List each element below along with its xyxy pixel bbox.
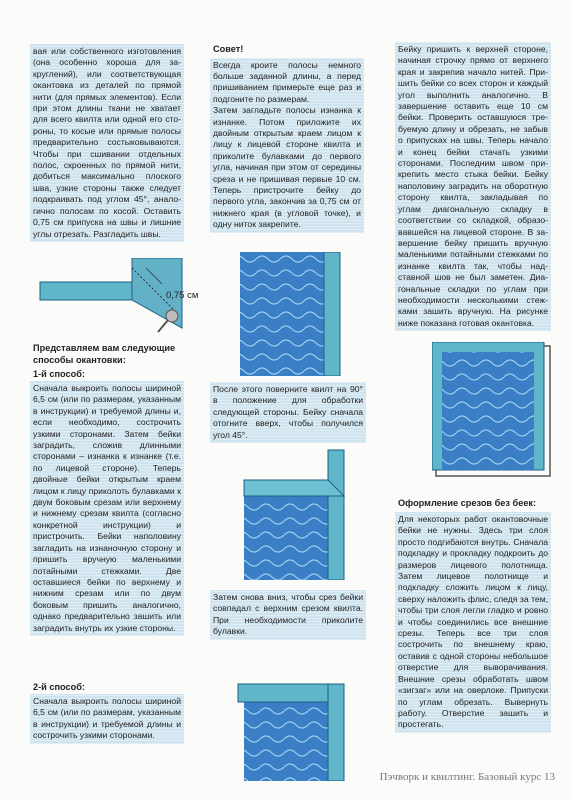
instruction-box-4 <box>395 42 551 331</box>
method2-box <box>30 694 184 744</box>
heading2-box <box>395 496 551 512</box>
instruction-text-3: Затем снова вниз, чтобы срез бейки совпадал с верхним срезом квилта. При необходимости приколите булавки. <box>213 592 363 637</box>
page-footer: Пэчворк и квилтинг. Базовый курс 13 <box>379 771 555 783</box>
instruction-box-3 <box>210 590 366 640</box>
seam-allowance-label: 0,75 см <box>166 290 199 301</box>
method1-text: Сначала выкроить полосы шириной 6,5 см (или по размерам, указанным в инструкции) и требуемой длины и, если необходимо, сострочить узкими сторонами. Затем бейки заградить, сложив длинными сторонами – изнанка к изнанке (т.е. по лицевой стороне). Теперь двойные бейки открытым краем лицом к лицу приколоть булавками к двум боковым срезам или верхнему и нижнему срезам квилта (согласно конкретной инструкции) и пристрочить. Бейки наполовину загладить на изнаночную сторону и пришить вручную маленькими потайными стежками. Две оставшиеся бейки по верхнему и нижним срезам или по двум боковым пришить аналогично, однако предварительно зашить или заградить внутрь их узкие стороны. <box>33 383 181 633</box>
quilt-step1-diagram <box>232 252 357 376</box>
quilt-top <box>244 496 340 580</box>
instruction-text-4: Бейку пришить к верхней стороне, начиная строчку прямо от верхнего края и закрепив начало нитей. Пришить бейки со всех сторон и каждый угол выполнить аналогично. В завершение оставить еще 10 см бейки. Проверить оставшуюся требуемую длину и обрезать, не забыв о припусках на швы. Теперь начало и конец бейки стачать узкими сторонами. Последним швом прикрепить место стыка бейки. Бейку наполовину заградить на оборотную сторону квилта, закладывая по углам диагональную складку в соответствии со складкой, образовавшейся на лицевой стороне. В завершение бейку пришить вручную маленькими потайными стежками по изнанке квилта так, чтобы надставной шов не был заметен. Диагональные складки по углам при необходимости несколькими стежками зашить вручную. На рисунке ниже показана готовая окантовка. <box>398 44 548 328</box>
binding-strip <box>324 252 340 376</box>
instruction-text-2: После этого поверните квилт на 90° в положение для обработки следующей стороны. Бейку сначала отогните вверх, чтобы получился угол 45°. <box>213 384 363 440</box>
quilt-step3-diagram <box>236 676 361 781</box>
advice-title: Совет! <box>213 44 244 54</box>
method1-box <box>30 381 184 636</box>
pin-icon <box>158 320 168 332</box>
advice-box <box>210 42 364 233</box>
quilt-top <box>240 252 336 376</box>
quilt-top <box>244 700 340 781</box>
method2-title: 2-й способ: <box>33 682 85 692</box>
advice-text: Всегда кроите полосы немного больше заданной длины, а перед пришиванием примерьте еще раз и подгоните по размерам. <box>213 59 361 104</box>
finished-binding-diagram <box>432 342 554 477</box>
binding-fold-corner <box>244 480 344 496</box>
method1-title: 1-й способ: <box>33 369 85 379</box>
instruction-box-5 <box>395 512 551 733</box>
instruction-text-1: Затем загладьте полосы изнанка к изнанке. Потом приложите их двойным открытым краем лицом к лицу к лицевой стороне квилта и приколите булавками до первого угла, начиная при этом от середины среза и не пришивая первые 10 см. Теперь пристрочите бейку до первого угла, закончив за 0,75 см от нижнего края (в угловой точке), и одну ниток закрепите. <box>213 105 361 230</box>
instruction-text-5: Для некоторых работ окантовочные бейки не нужны. Здесь три слоя просто подгибаются внутрь. Сначала подкладку и прокладку подкроить до размеров лицевого полотнища. Затем лицевое полотнище и подкладку сложить лицом к лицу, сверху наложить флис, следя за тем, чтобы три слоя легли гладко и ровно и чтобы соединились все внешние срезы. Теперь все три слоя сострочить по внешнему краю, оставив с одной стороны небольшое отверстие для выворачивания. Внешние срезы обработать швом «зигзаг» или на оверлоке. Припуски по углам обрезать. Вывернуть работу. Отверстие зашить и простегать. <box>398 514 548 730</box>
methods-heading: Представляем вам следующие способы окантовки: <box>33 343 176 365</box>
quilt-top <box>442 352 534 470</box>
method-heading-box <box>30 341 184 368</box>
method2-text: Сначала выкроить полосы шириной 6,5 см (или по размерам, указанным в инструкции) и требуемой длины и сострочить узкими сторонами. <box>33 696 181 741</box>
intro-text-box <box>30 44 184 242</box>
binding-strip-vertical <box>328 450 344 580</box>
quilt-step2-diagram <box>236 430 361 580</box>
no-binding-heading: Оформление срезов без беек: <box>398 498 537 508</box>
binding-strip-side <box>328 684 344 781</box>
intro-text: вая или собственного изготовления (она особенно хороша для закруглений), или соответствующая окантовка из деталей по прямой нити (для прямых элементов). Если при этом длины ткани не хватает для всего квилта или одной его стороны, то косые или прямые полосы предварительно состыковываются. Чтобы при сшивании отдельных полос, скроенных по прямой нити, добиться максимально плоского шва, узкие стороны также следует подкраивать под углом 45°, аналогично полосам по косой. Оставить 0,75 см припуска на швы и лишние углы отрезать. Разгладить швы. <box>33 46 181 239</box>
